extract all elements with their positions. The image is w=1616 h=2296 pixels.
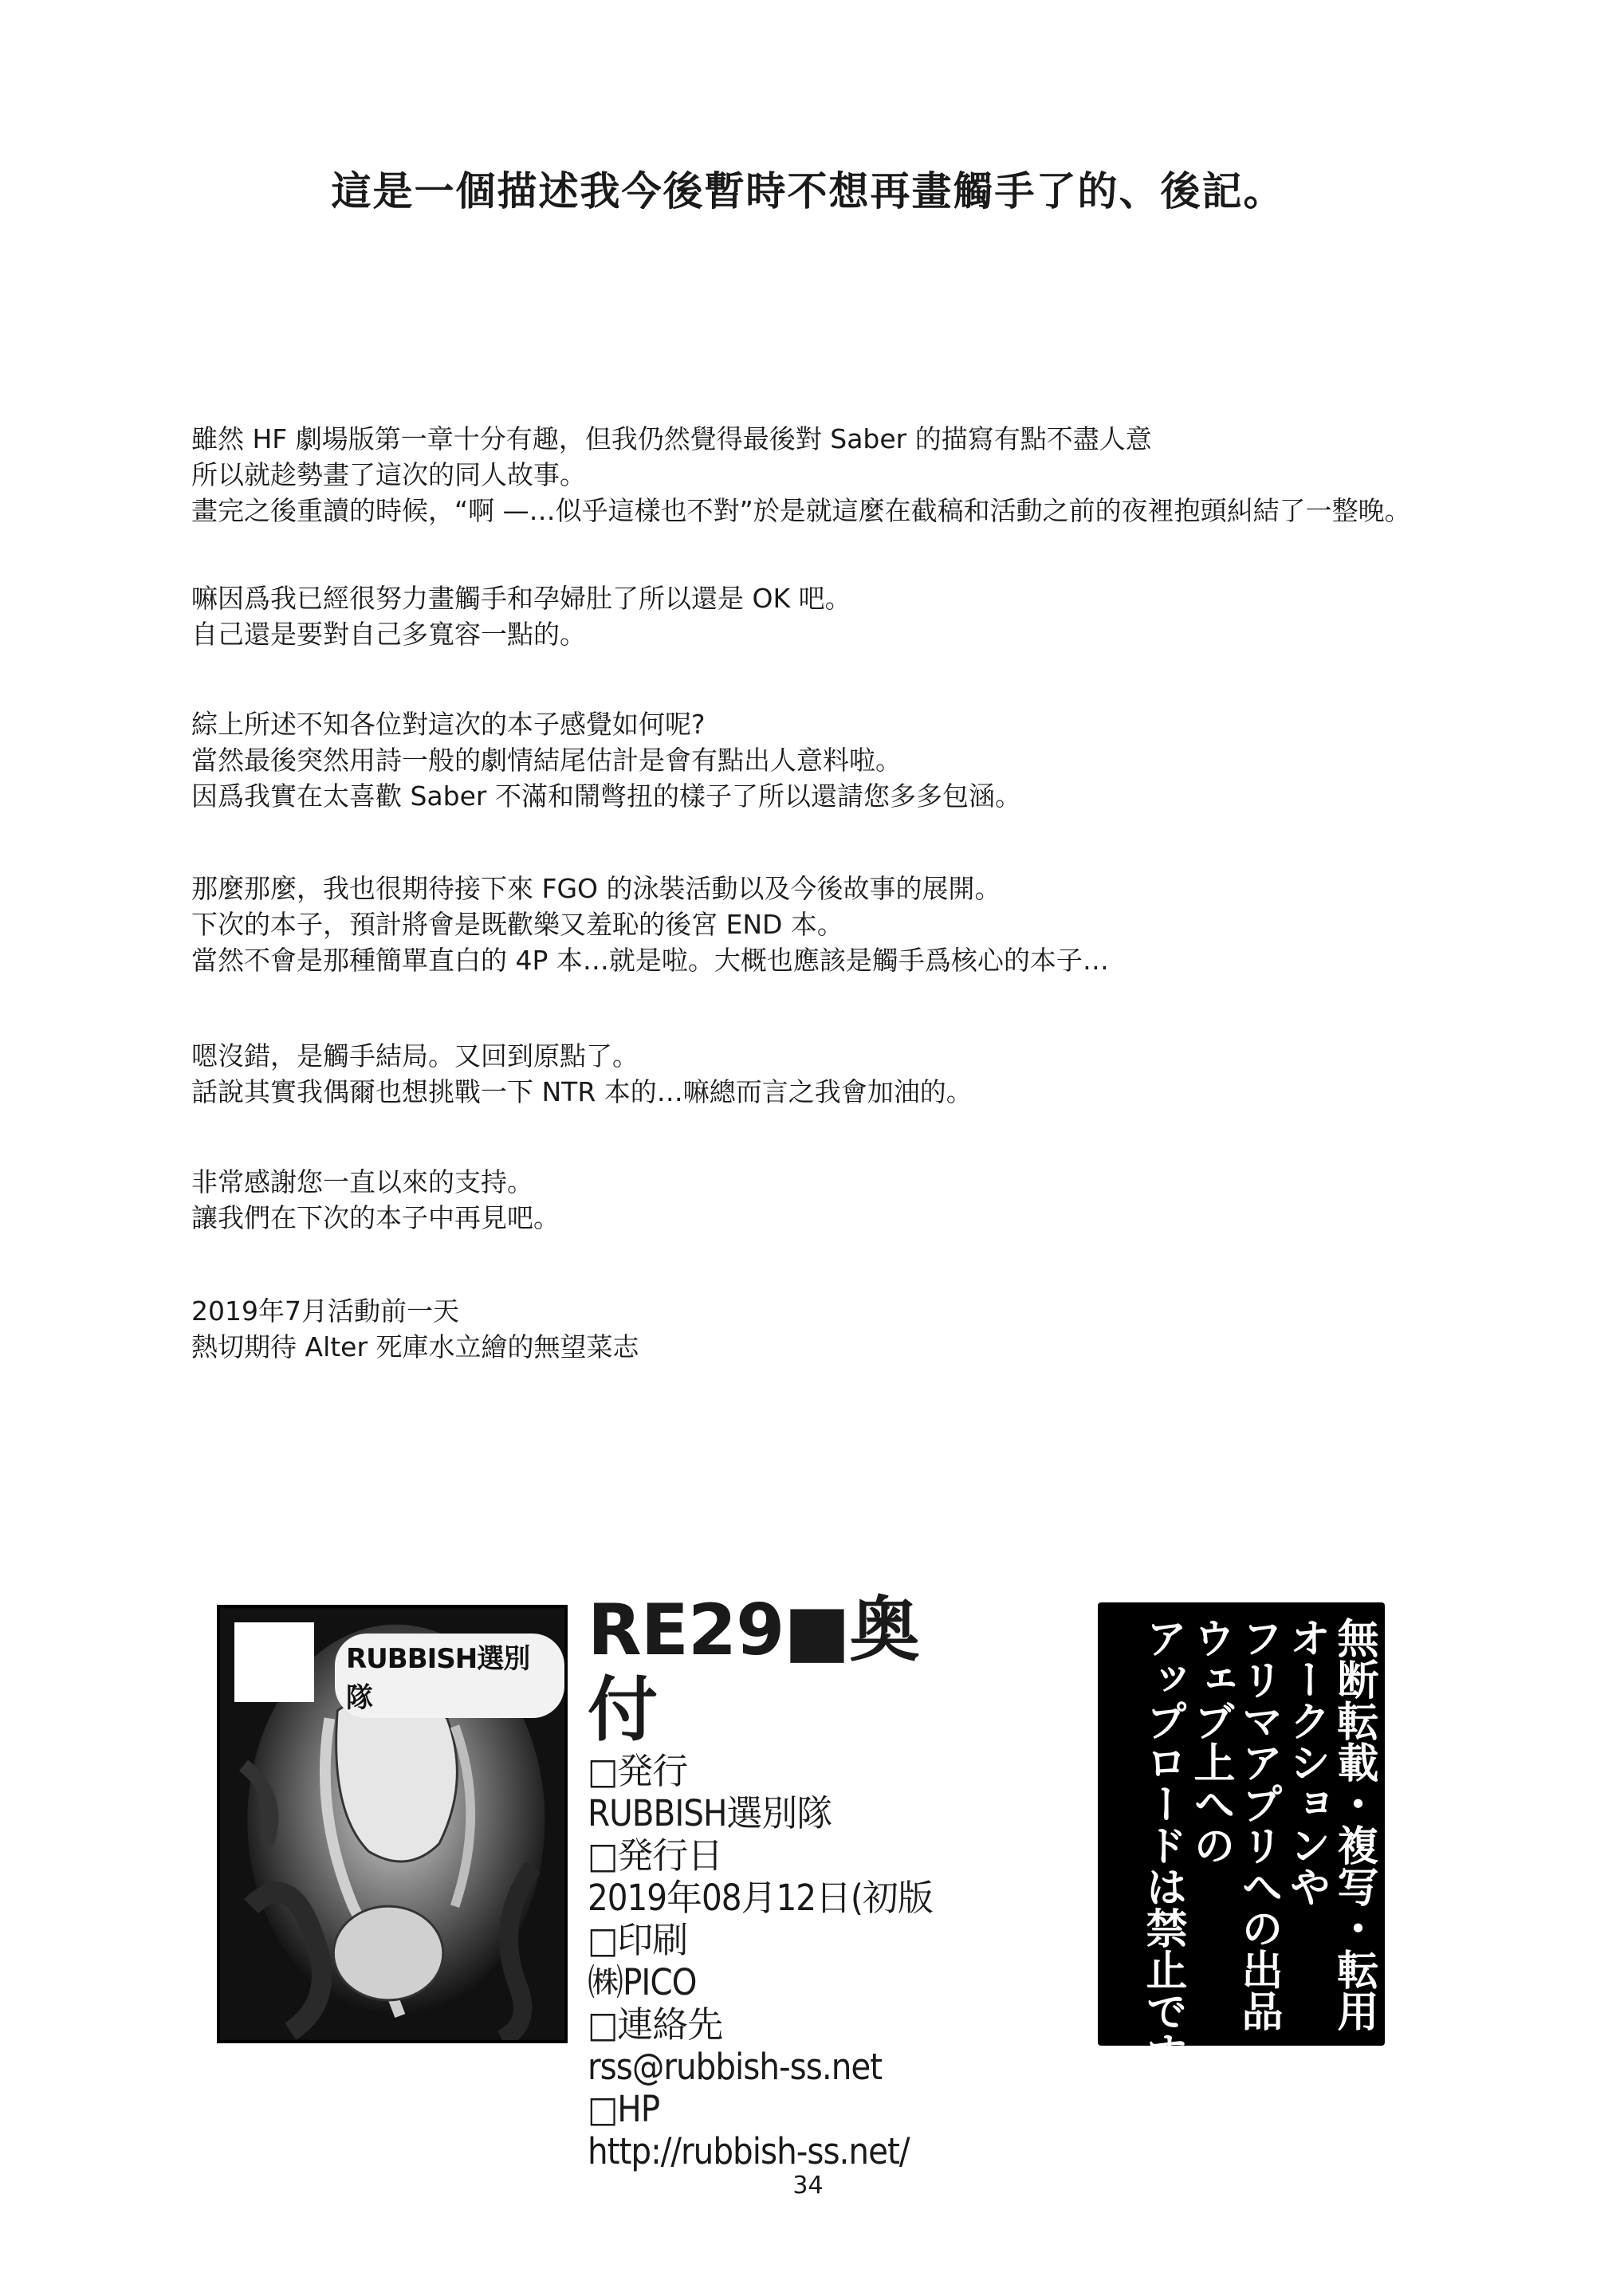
notice-column: 無断転載・複写・転用	[1330, 1617, 1378, 2031]
signature-block	[191, 1293, 1499, 1365]
text-line: 當然不會是那種簡單直白的 4P 本…就是啦。大概也應該是觸手爲核心的本子…	[191, 945, 1109, 976]
date-line: 2019年7月活動前一天	[191, 1295, 459, 1327]
cover-blank-square	[234, 1622, 314, 1702]
text-line: 嗯沒錯，是觸手結局。又回到原點了。	[191, 1040, 639, 1071]
text-line: 非常感謝您一直以來的支持。	[191, 1166, 533, 1197]
contact-label: □連絡先	[588, 2003, 723, 2046]
text-line: 所以就趁勢畫了這次的同人故事。	[191, 459, 586, 490]
text-line: 讓我們在下次的本子中再見吧。	[191, 1202, 560, 1233]
notice-column: オークションや	[1282, 1617, 1330, 1907]
text-line: 當然最後突然用詩一般的劇情結尾估計是會有點出人意料啦。	[191, 745, 902, 776]
text-line: 雖然 HF 劇場版第一章十分有趣，但我仍然覺得最後對 Saber 的描寫有點不盡人意	[191, 423, 1152, 454]
date-label: □発行日	[588, 1834, 723, 1877]
page-number: 34	[792, 2172, 824, 2200]
text-line: 下次的本子，預計將會是既歡樂又羞恥的後宮 END 本。	[191, 909, 843, 940]
text-line: 自己還是要對自己多寬容一點的。	[191, 619, 586, 650]
paragraph-3	[191, 706, 1499, 814]
notice-column: アップロードは禁止です。	[1138, 1617, 1186, 2114]
publisher-label: □発行	[588, 1750, 688, 1792]
paragraph-4	[191, 871, 1499, 978]
text-line: 那麼那麼，我也很期待接下來 FGO 的泳裝活動以及今後故事的展開。	[191, 873, 1001, 904]
text-line: 畫完之後重讀的時候，“啊 —…似乎這樣也不對”於是就這麼在截稿和活動之前的夜裡抱頭糾結了一整晚。	[191, 495, 1411, 526]
text-line: 因爲我實在太喜歡 Saber 不滿和鬧彆扭的樣子了所以還請您多多包涵。	[191, 780, 1021, 812]
notice-column: フリマアプリへの出品	[1234, 1617, 1282, 2031]
text-line: 綜上所述不知各位對這次的本子感覺如何呢?	[191, 709, 706, 740]
printer-value: ㈱PICO	[588, 1961, 697, 2003]
paragraph-2	[191, 580, 1499, 652]
text-line: 嘛因爲我已經很努力畫觸手和孕婦肚了所以還是 OK 吧。	[191, 583, 851, 614]
colophon-title: RE29■奥付	[588, 1589, 919, 1751]
paragraph-6	[191, 1164, 1499, 1236]
afterword-title: 這是一個描述我今後暫時不想再畫觸手了的、後記。	[331, 168, 1285, 214]
paragraph-5	[191, 1038, 1499, 1110]
text-line: 話說其實我偶爾也想挑戰一下 NTR 本的…嘛總而言之我會加油的。	[191, 1076, 973, 1107]
publisher-value: RUBBISH選別隊	[588, 1792, 832, 1834]
contact-email: rss@rubbish-ss.net	[588, 2046, 883, 2088]
homepage-url: http://rubbish-ss.net/	[588, 2130, 910, 2172]
author-line: 熱切期待 Alter 死庫水立繪的無望菜志	[191, 1331, 639, 1362]
homepage-label: □HP	[588, 2088, 660, 2130]
cover-illustration	[217, 1605, 568, 2043]
printer-label: □印刷	[588, 1919, 688, 1961]
paragraph-1	[191, 421, 1499, 529]
colophon	[217, 1589, 1389, 2172]
cover-circle-name: RUBBISH選別隊	[335, 1634, 564, 1718]
notice-column: ウェブ上への	[1186, 1617, 1234, 1866]
colophon-info	[588, 1590, 970, 2172]
date-value: 2019年08月12日(初版	[588, 1877, 933, 1919]
copyright-notice	[1098, 1602, 1385, 2114]
